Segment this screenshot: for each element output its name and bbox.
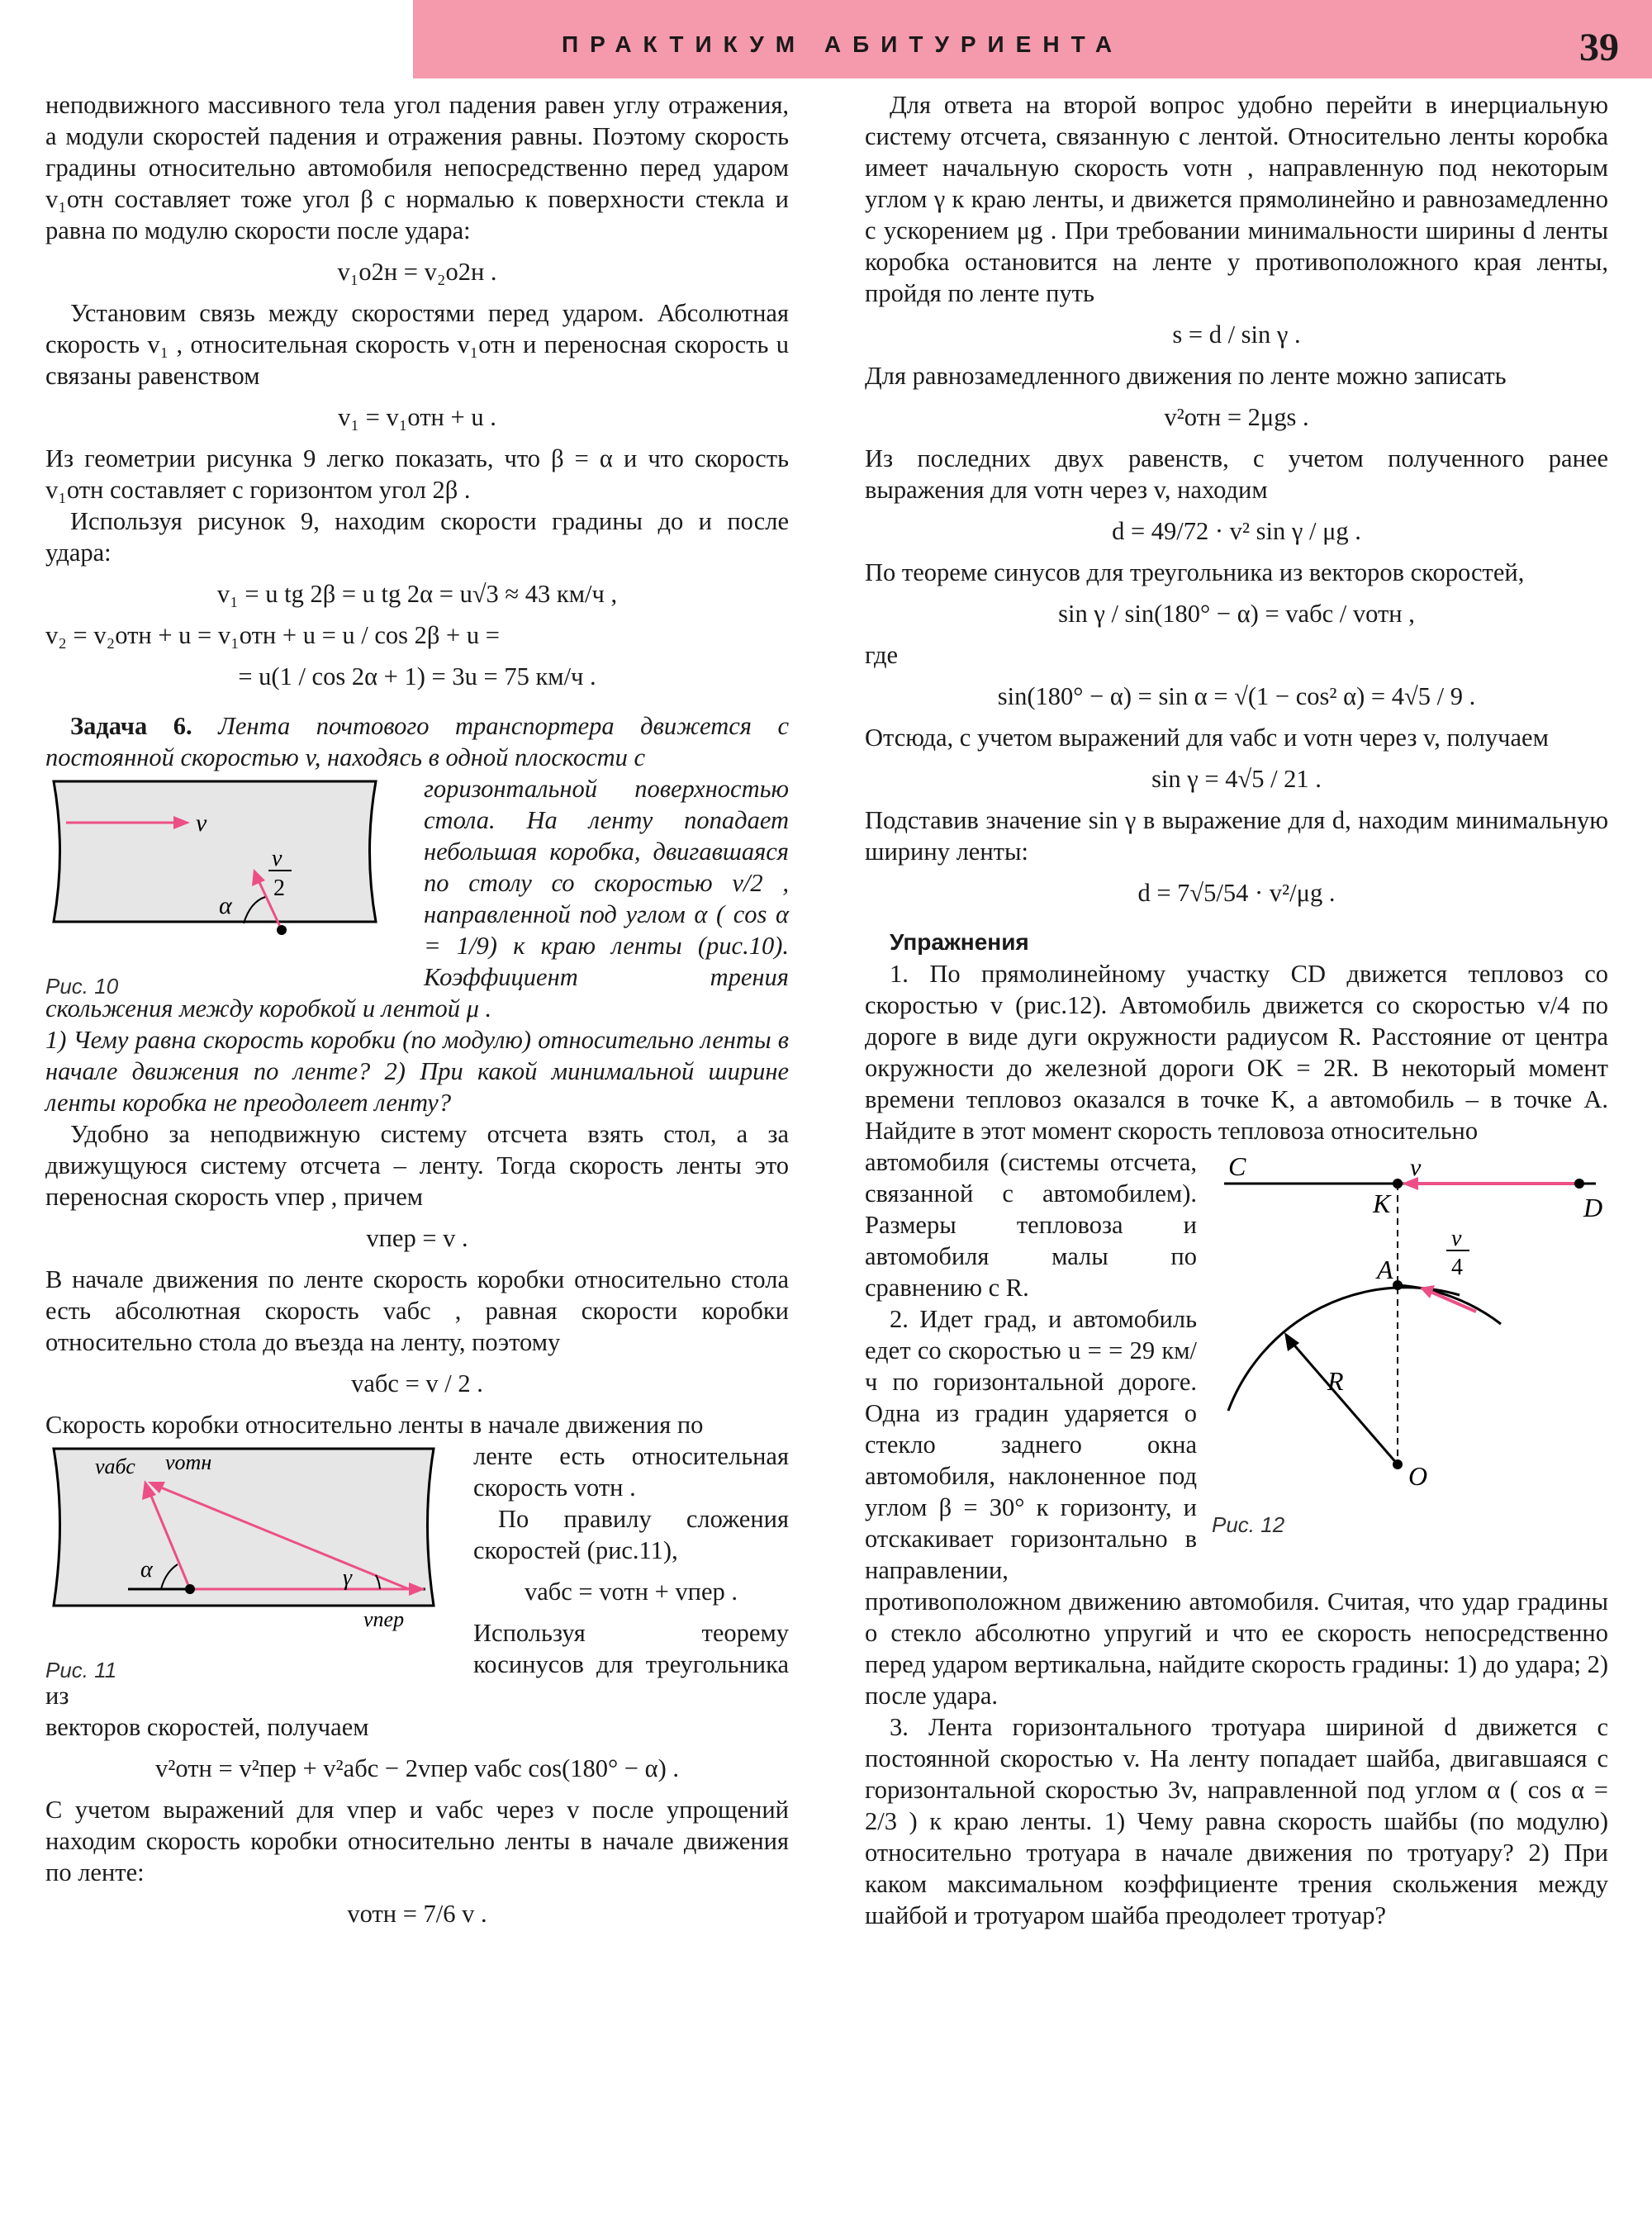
paragraph: С учетом выражений для vпер и vабс через v после упрощений находим скорость коробки относительно ленты в начале движения по ленте: bbox=[45, 1796, 789, 1886]
paragraph: Установим связь между скоростями перед ударом. Абсолютная скорость v₁ , относительная скорость v₁отн и переносная скорость u связаны равенством bbox=[45, 299, 789, 390]
figure-10-caption: Рис. 10 bbox=[45, 974, 119, 999]
fig12-v: v bbox=[1410, 1154, 1422, 1181]
equation: sin γ = 4√5 / 21 . bbox=[1151, 765, 1322, 793]
equation: sin(180° − α) = sin α = √(1 − cos² α) = 4√5 / 9 . bbox=[997, 682, 1476, 710]
radius-line bbox=[1290, 1341, 1398, 1464]
exercise-3: 3. Лента горизонтального тротуара шириной d движется с постоянной скоростью v. На ленту попадает шайба, двигавшаяся с горизонтальной скоростью 3v, направленной под углом α ( cos α = 2/3 ) к краю ленты. 1) Чему равна скорость шайбы (по модулю) относительно тротуара в начале движения по тротуару? 2) При каком максимальном коэффициенте трения скольжения между шайбой и тротуаром шайба преодолеет тротуар? bbox=[865, 1713, 1608, 1929]
road-arc bbox=[1228, 1288, 1460, 1411]
left-column bbox=[45, 89, 789, 1939]
paragraph: По теореме синусов для треугольника из векторов скоростей, bbox=[865, 558, 1525, 586]
fig12-v4-num: v bbox=[1451, 1226, 1462, 1251]
page-number: 39 bbox=[1579, 26, 1619, 69]
fig10-v-half-den: 2 bbox=[273, 875, 285, 901]
fig11-alpha: α bbox=[140, 1557, 153, 1583]
point-D bbox=[1574, 1179, 1584, 1189]
equation: v₁о2н = v₂о2н . bbox=[337, 258, 497, 286]
figure-12 bbox=[1212, 1146, 1608, 1537]
road-arc bbox=[1398, 1285, 1501, 1324]
figure-10 bbox=[45, 773, 409, 999]
figure-10-drawing bbox=[45, 773, 409, 963]
fig12-O: O bbox=[1408, 1461, 1428, 1491]
exercises-heading: Упражнения bbox=[890, 929, 1029, 955]
fig10-v-label: v bbox=[196, 809, 207, 837]
equation: = u(1 / cos 2α + 1) = 3u = 75 км/ч . bbox=[238, 662, 596, 690]
paragraph: Используя теорему косинусов для треугольника из bbox=[45, 1619, 789, 1710]
right-column bbox=[865, 89, 1608, 1931]
fig11-vabs: vабс bbox=[95, 1454, 135, 1478]
equation: d = 49/72 · v² sin γ / μg . bbox=[1112, 517, 1361, 545]
fig12-K: K bbox=[1373, 1189, 1391, 1218]
task6-text-b: горизонтальной поверхностью стола. На ленту попадает небольшая коробка, двигавшаяся по столу со скоростью v/2 , направленной под углом α ( cos α = 1/9) к краю ленты (рис.10). Коэффициент трения скольжения между коробкой и лентой μ . bbox=[45, 775, 789, 1023]
equation: sin γ / sin(180° − α) = vабс / vотн , bbox=[1058, 600, 1415, 628]
paragraph: В начале движения по ленте скорость коробки относительно стола есть абсолютная скорость vабс , равная скорости коробки относительно стола до въезда на ленту, поэтому bbox=[45, 1265, 789, 1356]
figure-11 bbox=[45, 1440, 458, 1680]
paragraph: Подставив значение sin γ в выражение для d, находим минимальную ширину ленты: bbox=[865, 806, 1608, 866]
task6-label: Задача 6. bbox=[70, 712, 192, 740]
equation: d = 7√5/54 · v²/μg . bbox=[1137, 879, 1336, 907]
exercise-1: 1. По прямолинейному участку CD движется тепловоз со скоростью v (рис.12). Автомобиль движется со скоростью v/4 по дороге в виде дуги окружности радиусом R. Расстояние от центра окружности до железной дороги OK = 2R. В некоторый момент времени тепловоз оказался в точке K, а автомобиль – в точке A. Найдите в этот момент скорость тепловоза относительно bbox=[865, 960, 1608, 1145]
task6-text-a: Лента почтового транспортера движется с постоянной скоростью v, находясь в одной плоскости с bbox=[45, 712, 790, 771]
point-O bbox=[1393, 1459, 1403, 1469]
paragraph: векторов скоростей, получаем bbox=[45, 1713, 369, 1741]
equation: v₂ = v₂отн + u = v₁отн + u = u / cos 2β + u = bbox=[45, 621, 500, 649]
fig10-v-half-num: v bbox=[272, 846, 282, 871]
fig11-votn: vотн bbox=[165, 1450, 212, 1474]
equation: vабс = v / 2 . bbox=[351, 1369, 483, 1397]
equation: s = d / sin γ . bbox=[1172, 320, 1301, 349]
paragraph: Скорость коробки относительно ленты в начале движения по bbox=[45, 1411, 704, 1439]
equation: v₁ = v₁отн + u . bbox=[338, 403, 496, 431]
figure-11-drawing bbox=[45, 1440, 458, 1647]
fig12-A: A bbox=[1377, 1255, 1393, 1284]
equation: v₁ = u tg 2β = u tg 2α = u√3 ≈ 43 км/ч , bbox=[216, 580, 618, 608]
paragraph: Для ответа на второй вопрос удобно перейти в инерциальную систему отсчета, связанную с лентой. Относительно ленты коробка имеет начальную скорость vотн , направленную под некоторым углом γ к краю ленты, и движется прямолинейно и равнозамедленно с ускорением μg . При требовании минимальности ширины d ленты коробка остановится на ленте у противоположного края ленты, пройдя по ленте путь bbox=[865, 91, 1608, 307]
box-point bbox=[277, 925, 287, 935]
equation: v²отн = v²пер + v²абс − 2vпер vабс cos(180° − α) . bbox=[154, 1754, 680, 1782]
paragraph: По правилу сложения скоростей (рис.11), bbox=[473, 1505, 789, 1564]
exercise-2: 2. Идет град, и автомобиль едет со скоростью u = = 29 км/ч по горизонтальной дороге. Одна из градин ударяется о стекло заднего окна автомобиля, наклоненное под углом β = 30° к горизонту, и отскакивает горизонтально в направлении, bbox=[865, 1305, 1197, 1584]
task6-text-c: 1) Чему равна скорость коробки (по модулю) относительно ленты в начале движения по ленте? 2) При какой минимальной ширине ленты коробка не преодолеет ленту? bbox=[45, 1026, 789, 1117]
equation: vпер = v . bbox=[366, 1224, 468, 1252]
fig11-gamma: γ bbox=[343, 1565, 353, 1591]
task6-statement bbox=[45, 710, 789, 773]
paragraph: Используя рисунок 9, находим скорости градины до и после удара: bbox=[45, 507, 789, 567]
equation: vабс = vотн + vпер . bbox=[524, 1578, 738, 1606]
car-velocity-arrow bbox=[1431, 1292, 1476, 1312]
exercise-2-cont: противоположном движению автомобиля. Считая, что удар градины о стекло абсолютно упругий и что ее скорость непосредственно перед ударом вертикальна, найдите скорость градины: 1) до удара; 2) после удара. bbox=[865, 1587, 1608, 1710]
box-point bbox=[185, 1584, 195, 1594]
paragraph: Для равнозамедленного движения по ленте можно записать bbox=[865, 362, 1507, 390]
figure-11-caption: Рис. 11 bbox=[45, 1658, 117, 1682]
running-header-title: ПРАКТИКУМ АБИТУРИЕНТА bbox=[562, 31, 1124, 57]
paragraph: Из последних двух равенств, с учетом полученного ранее выражения для vотн через v, находим bbox=[865, 444, 1608, 504]
equation: vотн = 7/6 v . bbox=[347, 1900, 487, 1928]
paragraph: Из геометрии рисунка 9 легко показать, что β = α и что скорость v₁отн составляет с горизонтом угол 2β . bbox=[45, 444, 789, 504]
paragraph: Отсюда, с учетом выражений для vабс и vотн через v, получаем bbox=[865, 724, 1549, 752]
paragraph: ленте есть относительная скорость vотн . bbox=[473, 1442, 789, 1502]
equation: v²отн = 2μgs . bbox=[1164, 403, 1309, 431]
paragraph: Удобно за неподвижную систему отсчета взять стол, а за движущуюся систему отсчета – ленту. Тогда скорость ленты это переносная скорость vпер , причем bbox=[45, 1120, 789, 1211]
fig12-D: D bbox=[1583, 1193, 1603, 1222]
exercise-1-cont: автомобиля (системы отсчета, связанной с автомобилем). Размеры тепловоза и автомобиля малы по сравнению с R. bbox=[865, 1148, 1197, 1302]
figure-12-drawing bbox=[1212, 1146, 1608, 1502]
paragraph: где bbox=[865, 641, 899, 669]
fig12-v4-den: 4 bbox=[1451, 1255, 1463, 1280]
fig11-vper: vпер bbox=[363, 1607, 405, 1631]
point-A bbox=[1393, 1280, 1403, 1290]
paragraph: неподвижного массивного тела угол падения равен углу отражения, а модули скоростей падения и отражения равны. Поэтому скорость градины относительно автомобиля непосредственно перед ударом v₁отн составляет тоже угол β с нормалью к поверхности стекла и равна по модулю скорости после удара: bbox=[45, 91, 789, 244]
figure-12-caption: Рис. 12 bbox=[1212, 1512, 1285, 1537]
fig10-alpha-label: α bbox=[219, 892, 232, 919]
fig12-R: R bbox=[1327, 1366, 1344, 1396]
fig12-C: C bbox=[1228, 1151, 1246, 1181]
